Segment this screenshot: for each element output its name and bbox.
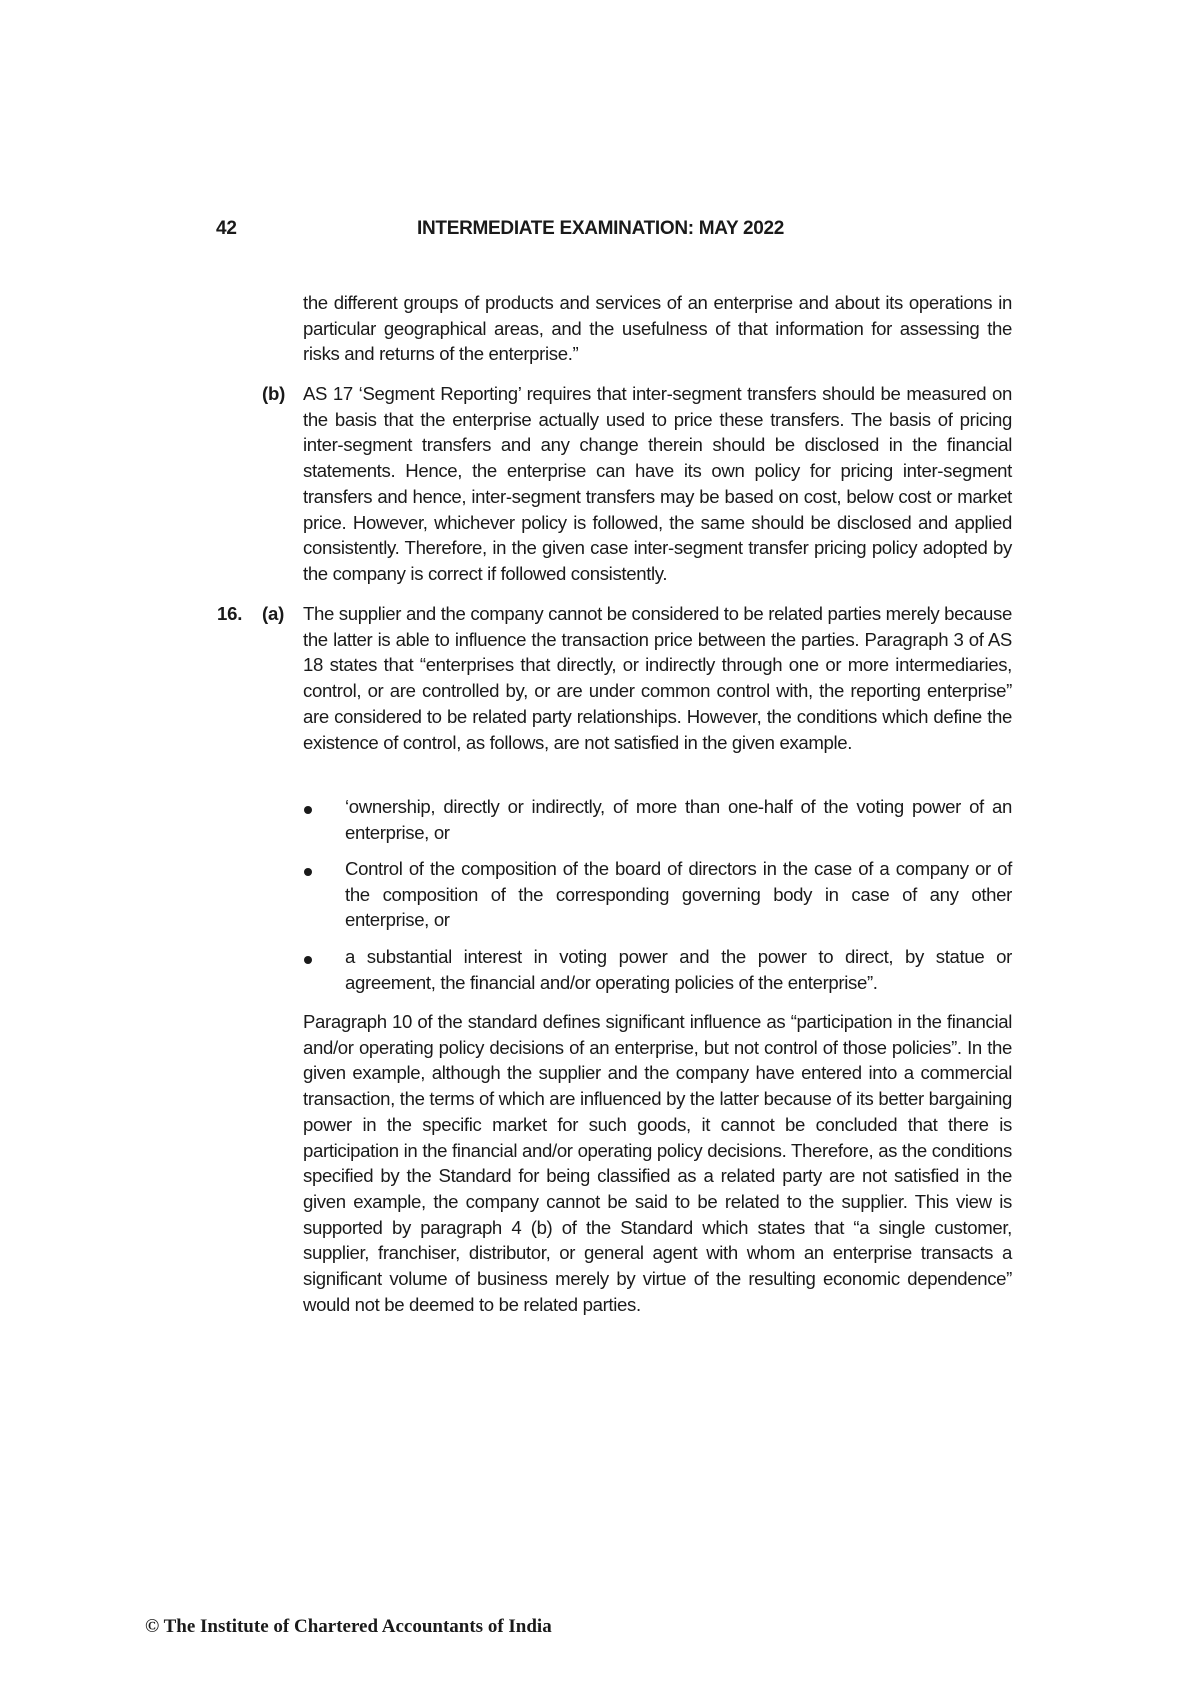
page-number: 42 xyxy=(216,218,237,239)
closing-paragraph: Paragraph 10 of the standard defines significant influence as “participation in the financial and/or operating policy decisions of an enterprise, but not control of those policies”. In the given example, although the supplier and the company have entered into a commercial transaction, the terms of which are influenced by the latter because of its better bargaining power in the specific market for such goods, it cannot be concluded that there is participation in the financial and/or operating policy decisions. Therefore, as the conditions specified by the Standard for being classified as a related party are not satisfied in the given example, the company cannot be said to be related to the supplier. This view is supported by paragraph 4 (b) of the Standard which states that “a single customer, supplier, franchiser, distributor, or general agent with whom an enterprise transacts a significant volume of business merely by virtue of the resulting economic dependence” would not be deemed to be related parties. xyxy=(303,1011,1012,1315)
part-b-label: (b) xyxy=(262,383,286,404)
part-a-text: The supplier and the company cannot be considered to be related parties merely because the latter is able to influence the transaction price between the parties. Paragraph 3 of AS 18 states that “enterprises that directly, or indirectly through one or more intermediaries, control, or are controlled by, or are under common control with, the reporting enterprise” are considered to be related party relationships. However, the conditions which define the existence of control, as follows, are not satisfied in the given example. xyxy=(303,603,1012,753)
question-16-number: 16. xyxy=(217,603,243,624)
bullet-icon xyxy=(304,806,312,814)
continued-paragraph: the different groups of products and services of an enterprise and about its operations in particular geographical areas, and the usefulness of that information for assessing the risks and returns of the enterprise.” xyxy=(303,292,1012,365)
bullet-item: ‘ownership, directly or indirectly, of more than one-half of the voting power of an enterprise, or xyxy=(345,796,1012,843)
footer-copyright: © The Institute of Chartered Accountants of India xyxy=(145,1616,552,1637)
bullet-icon xyxy=(304,956,312,964)
part-a-label: (a) xyxy=(262,603,285,624)
bullet-icon xyxy=(304,868,312,876)
page-header-title: INTERMEDIATE EXAMINATION: MAY 2022 xyxy=(417,218,785,239)
bullet-item: Control of the composition of the board of directors in the case of a company or of the composition of the corresponding governing body in case of any other enterprise, or xyxy=(345,858,1012,931)
bullet-item: a substantial interest in voting power and the power to direct, by statue or agreement, the financial and/or operating policies of the enterprise”. xyxy=(345,946,1012,993)
part-b-text: AS 17 ‘Segment Reporting’ requires that inter-segment transfers should be measured on the basis that the enterprise actually used to price these transfers. The basis of pricing inter-segment transfers and any change therein should be disclosed in the financial statements. Hence, the enterprise can have its own policy for pricing inter-segment transfers and hence, inter-segment transfers may be based on cost, below cost or market price. However, whichever policy is followed, the same should be disclosed and applied consistently. Therefore, in the given case inter-segment transfer pricing policy adopted by the company is correct if followed consistently. xyxy=(303,383,1012,584)
